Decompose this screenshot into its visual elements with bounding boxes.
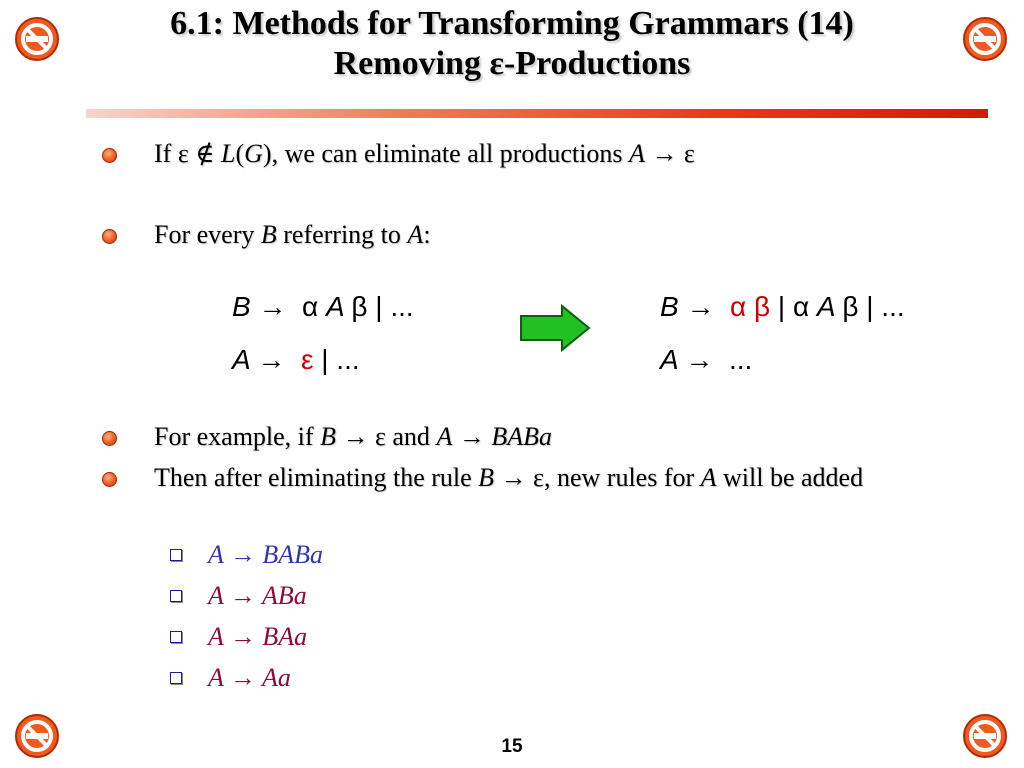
right-production-b	[660, 290, 905, 324]
bullet-2-colon: :	[423, 220, 431, 249]
bullet-2-A: A	[407, 220, 424, 249]
sub-item: A → Aa	[208, 663, 291, 692]
bullet-4-B: B	[478, 463, 495, 492]
left-a-tail: | ...	[313, 344, 360, 375]
left-beta: β	[351, 291, 368, 322]
title-divider	[86, 109, 988, 118]
checkbox-bullet-icon	[170, 549, 182, 561]
sub-item: A → BAa	[208, 622, 308, 651]
right-a: A	[809, 291, 843, 322]
right-b-head: B →	[660, 291, 715, 322]
bullet-4-text-3: will be added	[716, 463, 864, 492]
left-tail: | ...	[367, 291, 414, 322]
right-production-a	[660, 343, 752, 377]
title-line-2-prefix: Removing	[333, 45, 490, 82]
left-alpha: α	[302, 291, 319, 322]
right-beta: β	[842, 291, 859, 322]
sub-item: A → BABa	[208, 540, 324, 569]
bullet-1-text: If ε ∉	[154, 139, 221, 168]
bullet-dot-icon	[102, 148, 117, 163]
bullet-3-B: B	[320, 422, 336, 451]
bullet-dot-icon	[102, 229, 117, 244]
left-b-head: B →	[232, 291, 287, 322]
left-production-b	[232, 290, 414, 324]
bullet-2-text-2: referring to	[276, 220, 408, 249]
bullet-2	[154, 218, 431, 252]
bullet-1-A: A	[628, 139, 645, 168]
left-a-head: A →	[232, 344, 286, 375]
right-a-head: A →	[660, 344, 714, 375]
right-alpha: α	[792, 291, 810, 322]
bullet-1-L: L	[220, 139, 236, 168]
title-line-2	[0, 44, 1024, 84]
title-line-2-suffix: -Productions	[503, 45, 691, 82]
checkbox-bullet-icon	[170, 631, 182, 643]
right-bar: |	[770, 291, 793, 322]
bullet-1-arrow-eps: → ε	[644, 139, 695, 168]
bullet-3-text: For example, if	[154, 422, 321, 451]
bullet-1	[154, 137, 695, 171]
bullet-1-paren: (	[235, 139, 245, 168]
no-smoking-logo-icon	[14, 16, 60, 62]
bullet-3-text-2: → ε and	[335, 422, 437, 451]
checkbox-bullet-icon	[170, 590, 182, 602]
page-number: 15	[501, 736, 523, 757]
bullet-1-text-2: ), we can eliminate all productions	[262, 139, 629, 168]
bullet-3	[154, 420, 552, 454]
bullet-4	[154, 461, 969, 495]
left-production-a	[232, 343, 360, 377]
bullet-3-BABa: BABa	[491, 422, 552, 451]
slide-title	[0, 4, 1024, 84]
no-smoking-logo-icon	[962, 16, 1008, 62]
right-tail: | ...	[858, 291, 905, 322]
bullet-3-arrow: →	[452, 422, 492, 451]
left-epsilon: ε	[300, 344, 314, 375]
checkbox-bullet-icon	[170, 672, 182, 684]
right-a-body: ...	[728, 344, 753, 375]
title-epsilon: ε	[489, 45, 504, 82]
bullet-dot-icon	[102, 431, 117, 446]
bullet-2-B: B	[260, 220, 277, 249]
right-alpha-beta: α β	[730, 291, 771, 322]
bullet-3-A: A	[436, 422, 453, 451]
bullet-4-A: A	[700, 463, 717, 492]
bullet-2-text: For every	[154, 220, 261, 249]
bullet-1-G: G	[244, 139, 263, 168]
title-line-1: 6.1: Methods for Transforming Grammars (14)	[170, 5, 854, 42]
green-right-arrow-icon	[518, 303, 592, 358]
bullet-4-text: Then after eliminating the rule	[154, 463, 479, 492]
left-a: A	[318, 291, 352, 322]
sub-item: A → ABa	[208, 581, 307, 610]
bullet-4-text-2: → ε, new rules for	[494, 463, 701, 492]
bullet-dot-icon	[102, 472, 117, 487]
